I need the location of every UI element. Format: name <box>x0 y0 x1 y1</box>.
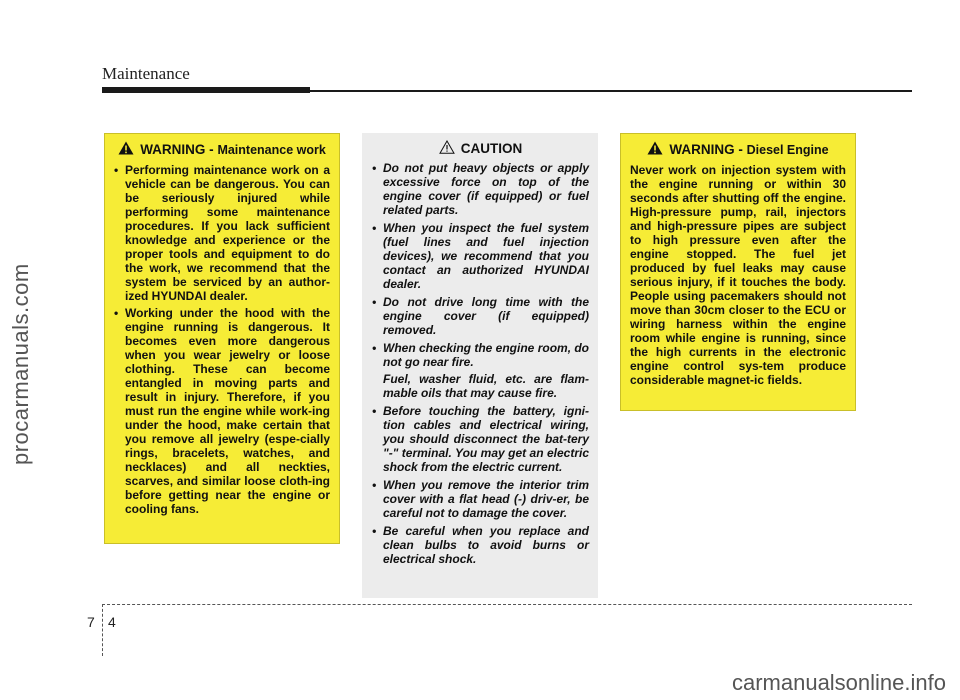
warning-maintenance-title <box>114 142 330 158</box>
caution-note: Fuel, washer fluid, etc. are flam-mable oils that may cause fire. <box>383 372 589 400</box>
warning-label: WARNING - <box>140 142 218 157</box>
header-rule-thin <box>310 90 912 92</box>
warning-triangle-icon <box>118 141 134 155</box>
warning-subject: Diesel Engine <box>746 143 829 157</box>
footer-rule <box>102 604 912 605</box>
side-watermark: procarmanuals.com <box>8 263 33 465</box>
list-item: • When you inspect the fuel system (fuel lines and fuel injection devices), we recommend that you contact an authorized HYUNDAI dealer. <box>372 221 589 291</box>
caution-label: CAUTION <box>460 141 523 156</box>
caution-panel <box>362 133 598 598</box>
list-item: • Do not drive long time with the engine cover (if equipped) removed. <box>372 295 589 337</box>
page-number: 4 <box>108 614 116 630</box>
page-chapter-number: 7 <box>87 614 95 630</box>
list-item: • Before touching the battery, igni-tion cables and electrical wiring, you should disconnect the bat-tery "-" terminal. You may get an electric shock from the electric current. <box>372 404 589 474</box>
caution-triangle-icon <box>439 140 455 154</box>
warning-diesel-title <box>630 142 846 158</box>
list-item: • Be careful when you replace and clean bulbs to avoid burns or electrical shock. <box>372 524 589 566</box>
list-item: • Working under the hood with the engine running is dangerous. It becomes even more dangerous when you wear jewelry or loose clothing. These can become entangled in moving parts and result in injury. Therefore, if you must run the engine while work-ing under the hood, make certain that you remove all jewelry (espe-cially rings, bracelets, watches, and necklaces) and all neckties, scarves, and similar loose cloth-ing before getting near the engine or cooling fans. <box>114 306 330 516</box>
warning-maintenance-panel <box>104 133 340 544</box>
page-header-title: Maintenance <box>102 64 190 83</box>
bottom-watermark: carmanualsonline.info <box>731 670 946 695</box>
warning-diesel-panel <box>620 133 856 411</box>
list-item: • When you remove the interior trim cover with a flat head (-) driv-er, be careful not to damage the cover. <box>372 478 589 520</box>
caution-title <box>372 141 589 156</box>
footer-divider <box>102 604 103 656</box>
list-item: • Performing maintenance work on a vehicle can be dangerous. You can be seriously injured while performing some maintenance procedures. If you lack sufficient knowledge and experience or the proper tools and equipment to do the work, we recommend that the system be serviced by an author-ized HYUNDAI dealer. <box>114 163 330 303</box>
list-item: • Do not put heavy objects or apply excessive force on top of the engine cover (if equipped) or fuel related parts. <box>372 161 589 217</box>
warning-label: WARNING - <box>669 142 747 157</box>
list-item: • When checking the engine room, do not go near fire. <box>372 341 589 369</box>
warning-triangle-icon <box>647 141 663 155</box>
header-rule-thick <box>102 87 310 93</box>
warning-subject: Maintenance work <box>217 143 326 157</box>
warning-diesel-body: Never work on injection system with the engine running or within 30 seconds after shutting off the engine. High-pressure pump, rail, injectors and high-pressure pipes are subject to high pressure even after the engine stopped. The fuel jet produced by fuel leaks may cause serious injury, if it touches the body. People using pacemakers should not move than 30cm closer to the ECU or wiring harness within the engine room while engine is running, since the high currents in the electronic engine control sys-tem produce considerable magnet-ic fields. <box>630 163 846 387</box>
